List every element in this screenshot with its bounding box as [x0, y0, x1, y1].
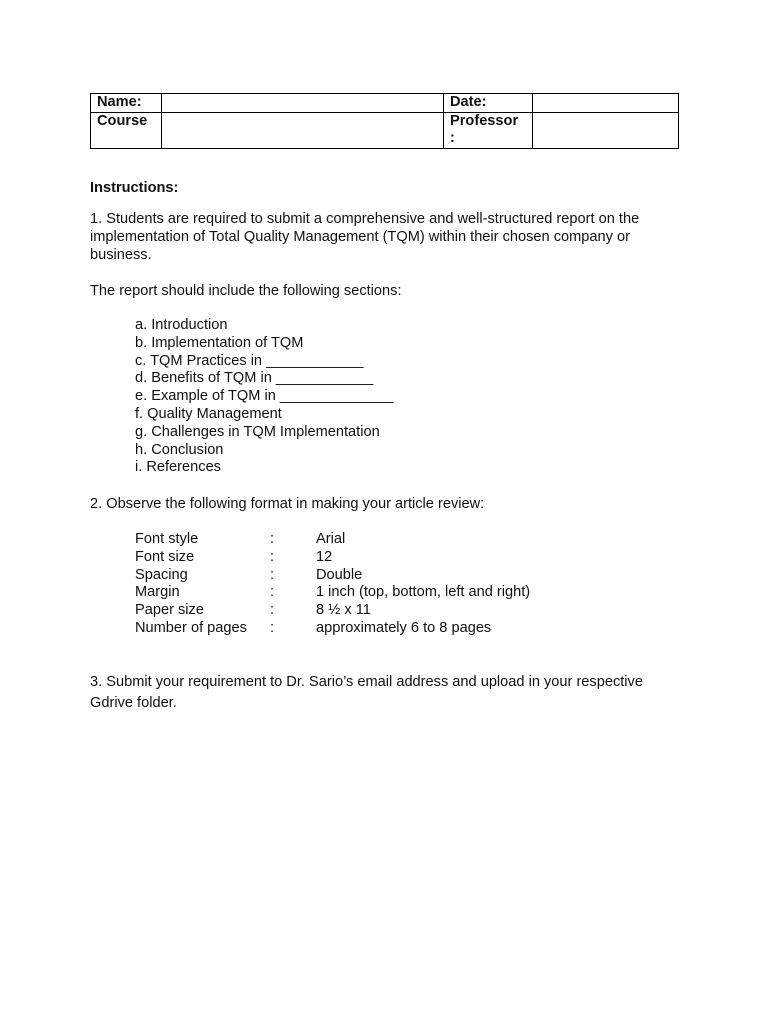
format-separator: :	[270, 566, 275, 583]
list-item: i. References	[135, 459, 221, 476]
list-item: c. TQM Practices in ____________	[135, 352, 364, 369]
professor-label: Professor :	[444, 113, 533, 149]
list-item: e. Example of TQM in ______________	[135, 388, 394, 405]
instructions-heading: Instructions:	[90, 180, 179, 196]
date-label: Date:	[444, 94, 533, 113]
list-item: h. Conclusion	[135, 441, 224, 458]
course-label: Course	[91, 113, 162, 149]
format-value: Double	[316, 566, 363, 583]
table-row	[135, 567, 530, 585]
table-row	[135, 584, 530, 602]
format-separator: :	[270, 531, 275, 547]
table-row	[135, 620, 530, 638]
format-label: Font size	[135, 548, 195, 565]
sections-intro: The report should include the following sections:	[90, 283, 402, 299]
table-row	[135, 531, 530, 549]
format-value: 12	[316, 548, 333, 565]
format-value: 8 ½ x 11	[316, 602, 371, 619]
instruction-item-2: 2. Observe the following format in making your article review:	[90, 496, 485, 512]
professor-field[interactable]	[533, 113, 679, 149]
table-row	[135, 602, 530, 620]
list-item: a. Introduction	[135, 317, 228, 333]
info-row-name-date	[91, 94, 679, 113]
date-field[interactable]	[533, 94, 679, 113]
list-item: d. Benefits of TQM in ____________	[135, 370, 374, 387]
format-separator: :	[270, 619, 275, 636]
info-row-course-professor	[91, 113, 679, 149]
format-separator: :	[270, 602, 275, 619]
list-item: f. Quality Management	[135, 405, 282, 422]
format-label: Margin	[135, 584, 180, 601]
table-row	[135, 549, 530, 567]
format-separator: :	[270, 548, 275, 565]
format-label: Font style	[135, 531, 199, 547]
format-label: Number of pages	[135, 619, 247, 636]
format-value: approximately 6 to 8 pages	[316, 619, 492, 636]
student-info-table	[90, 93, 679, 149]
format-label: Spacing	[135, 566, 188, 583]
format-separator: :	[270, 584, 275, 601]
list-item: b. Implementation of TQM	[135, 334, 304, 351]
report-sections-list	[135, 317, 394, 477]
list-item: g. Challenges in TQM Implementation	[135, 423, 380, 440]
instruction-item-3: 3. Submit your requirement to Dr. Sario’s email address and upload in your respective Gdrive folder.	[90, 674, 643, 711]
format-label: Paper size	[135, 602, 204, 619]
name-label: Name:	[91, 94, 162, 113]
instruction-item-1: 1. Students are required to submit a comprehensive and well-structured report on the implementation of Total Quality Management (TQM) within their chosen company or business.	[90, 211, 640, 263]
format-value: Arial	[316, 531, 346, 547]
format-requirements-table	[135, 531, 530, 638]
course-field[interactable]	[162, 113, 444, 149]
name-field[interactable]	[162, 94, 444, 113]
format-value: 1 inch (top, bottom, left and right)	[316, 584, 531, 601]
